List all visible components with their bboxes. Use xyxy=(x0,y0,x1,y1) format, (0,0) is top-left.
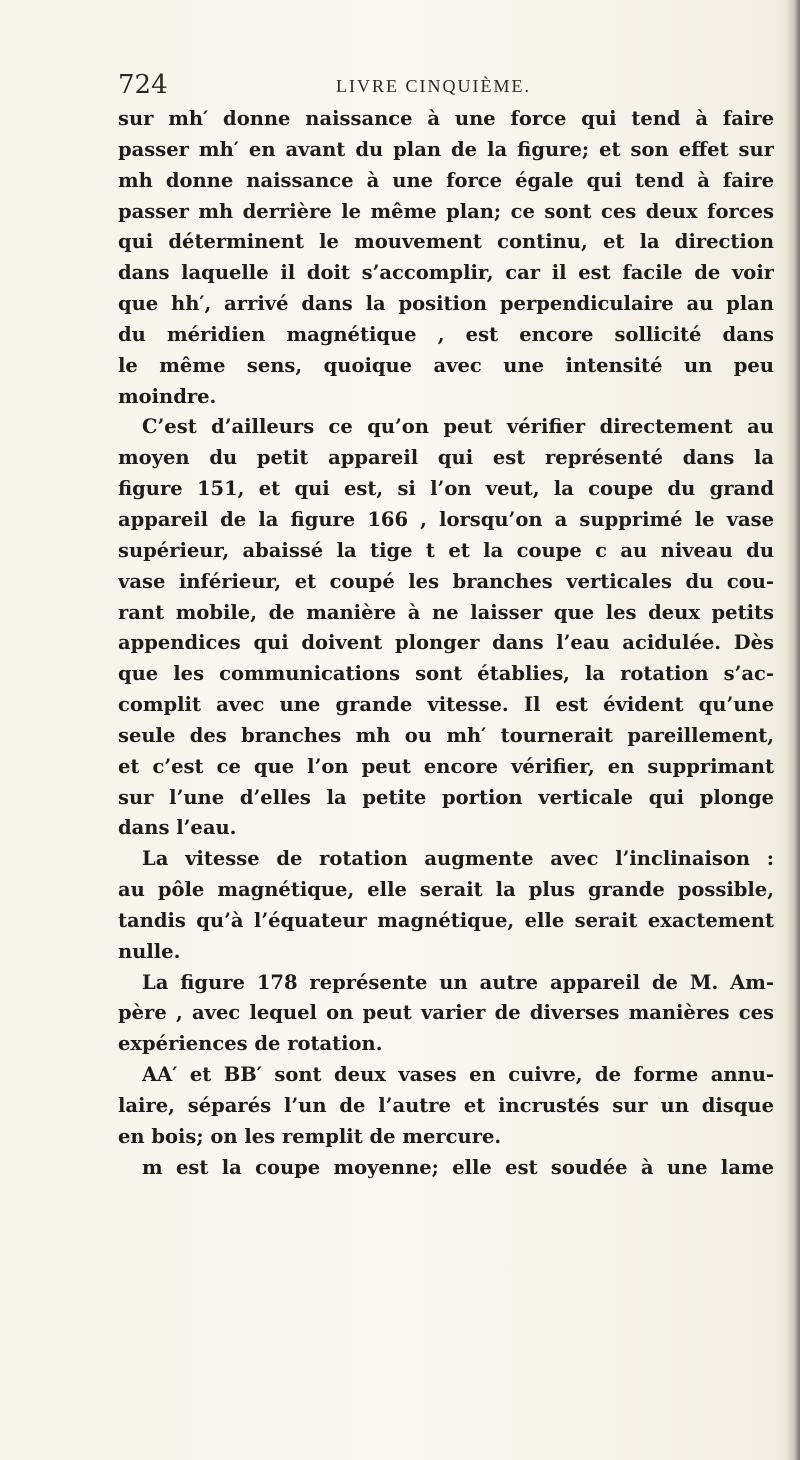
text-line: expériences de rotation. xyxy=(118,1032,383,1056)
text-line: nulle. xyxy=(118,939,181,963)
text-line: appareil de la figure 166 , lorsqu’on a supprimé le vase xyxy=(118,507,774,531)
page-edge-shadow xyxy=(786,0,800,1460)
text-line: La figure 178 représente un autre appareil de M. Am- xyxy=(142,970,774,994)
running-title: LIVRE CINQUIÈME. xyxy=(336,76,531,96)
text-line: que hh′, arrivé dans la position perpendiculaire au plan xyxy=(118,292,774,316)
text-line: en bois; on les remplit de mercure. xyxy=(118,1124,502,1148)
text-line: vase inférieur, et coupé les branches verticales du cou- xyxy=(118,569,774,593)
text-line: du méridien magnétique , est encore sollicité dans xyxy=(118,322,774,346)
text-line: qui déterminent le mouvement continu, et la direction xyxy=(118,230,774,254)
text-line: et c’est ce que l’on peut encore vérifier, en supprimant xyxy=(118,754,774,778)
text-line: rant mobile, de manière à ne laisser que les deux petits xyxy=(118,600,774,624)
text-line: le même sens, quoique avec une intensité un peu xyxy=(118,353,774,377)
text-line: passer mh derrière le même plan; ce sont ces deux forces xyxy=(118,199,774,223)
text-line: sur mh′ donne naissance à une force qui tend à faire xyxy=(118,107,774,130)
text-line: AA′ et BB′ sont deux vases en cuivre, de forme annu- xyxy=(142,1063,774,1087)
body-text xyxy=(118,104,774,1184)
text-line: C’est d’ailleurs ce qu’on peut vérifier directement au xyxy=(142,415,774,439)
text-line: figure 151, et qui est, si l’on veut, la coupe du grand xyxy=(118,477,774,501)
text-line: laire, séparés l’un de l’autre et incrustés sur un disque xyxy=(118,1094,774,1117)
text-line: complit avec une grande vitesse. Il est évident qu’une xyxy=(118,693,774,717)
page-header xyxy=(118,70,778,104)
text-line: tandis qu’à l’équateur magnétique, elle serait exactement xyxy=(118,908,774,932)
text-line: seule des branches mh ou mh′ tournerait pareillement, xyxy=(118,723,774,747)
text-line: moyen du petit appareil qui est représenté dans la xyxy=(118,446,774,470)
text-line: au pôle magnétique, elle serait la plus grande possible, xyxy=(118,878,774,902)
page-number: 724 xyxy=(118,70,168,100)
text-line: que les communications sont établies, la rotation s’ac- xyxy=(118,662,774,686)
text-line: m est la coupe moyenne; elle est soudée à une lame xyxy=(142,1155,774,1179)
text-line: moindre. xyxy=(118,384,217,408)
text-line: La vitesse de rotation augmente avec l’inclinaison : xyxy=(142,847,774,871)
text-line: passer mh′ en avant du plan de la figure; et son effet sur xyxy=(118,137,774,161)
text-line: père , avec lequel on peut varier de diverses manières ces xyxy=(118,1001,774,1025)
text-line: appendices qui doivent plonger dans l’eau acidulée. Dès xyxy=(118,631,774,655)
text-line: mh donne naissance à une force égale qui tend à faire xyxy=(118,168,774,192)
text-line: dans l’eau. xyxy=(118,816,237,840)
text-line: sur l’une d’elles la petite portion verticale qui plonge xyxy=(118,785,774,809)
text-line: dans laquelle il doit s’accomplir, car il est facile de voir xyxy=(118,261,774,285)
text-line: supérieur, abaissé la tige t et la coupe c au niveau du xyxy=(118,538,774,562)
